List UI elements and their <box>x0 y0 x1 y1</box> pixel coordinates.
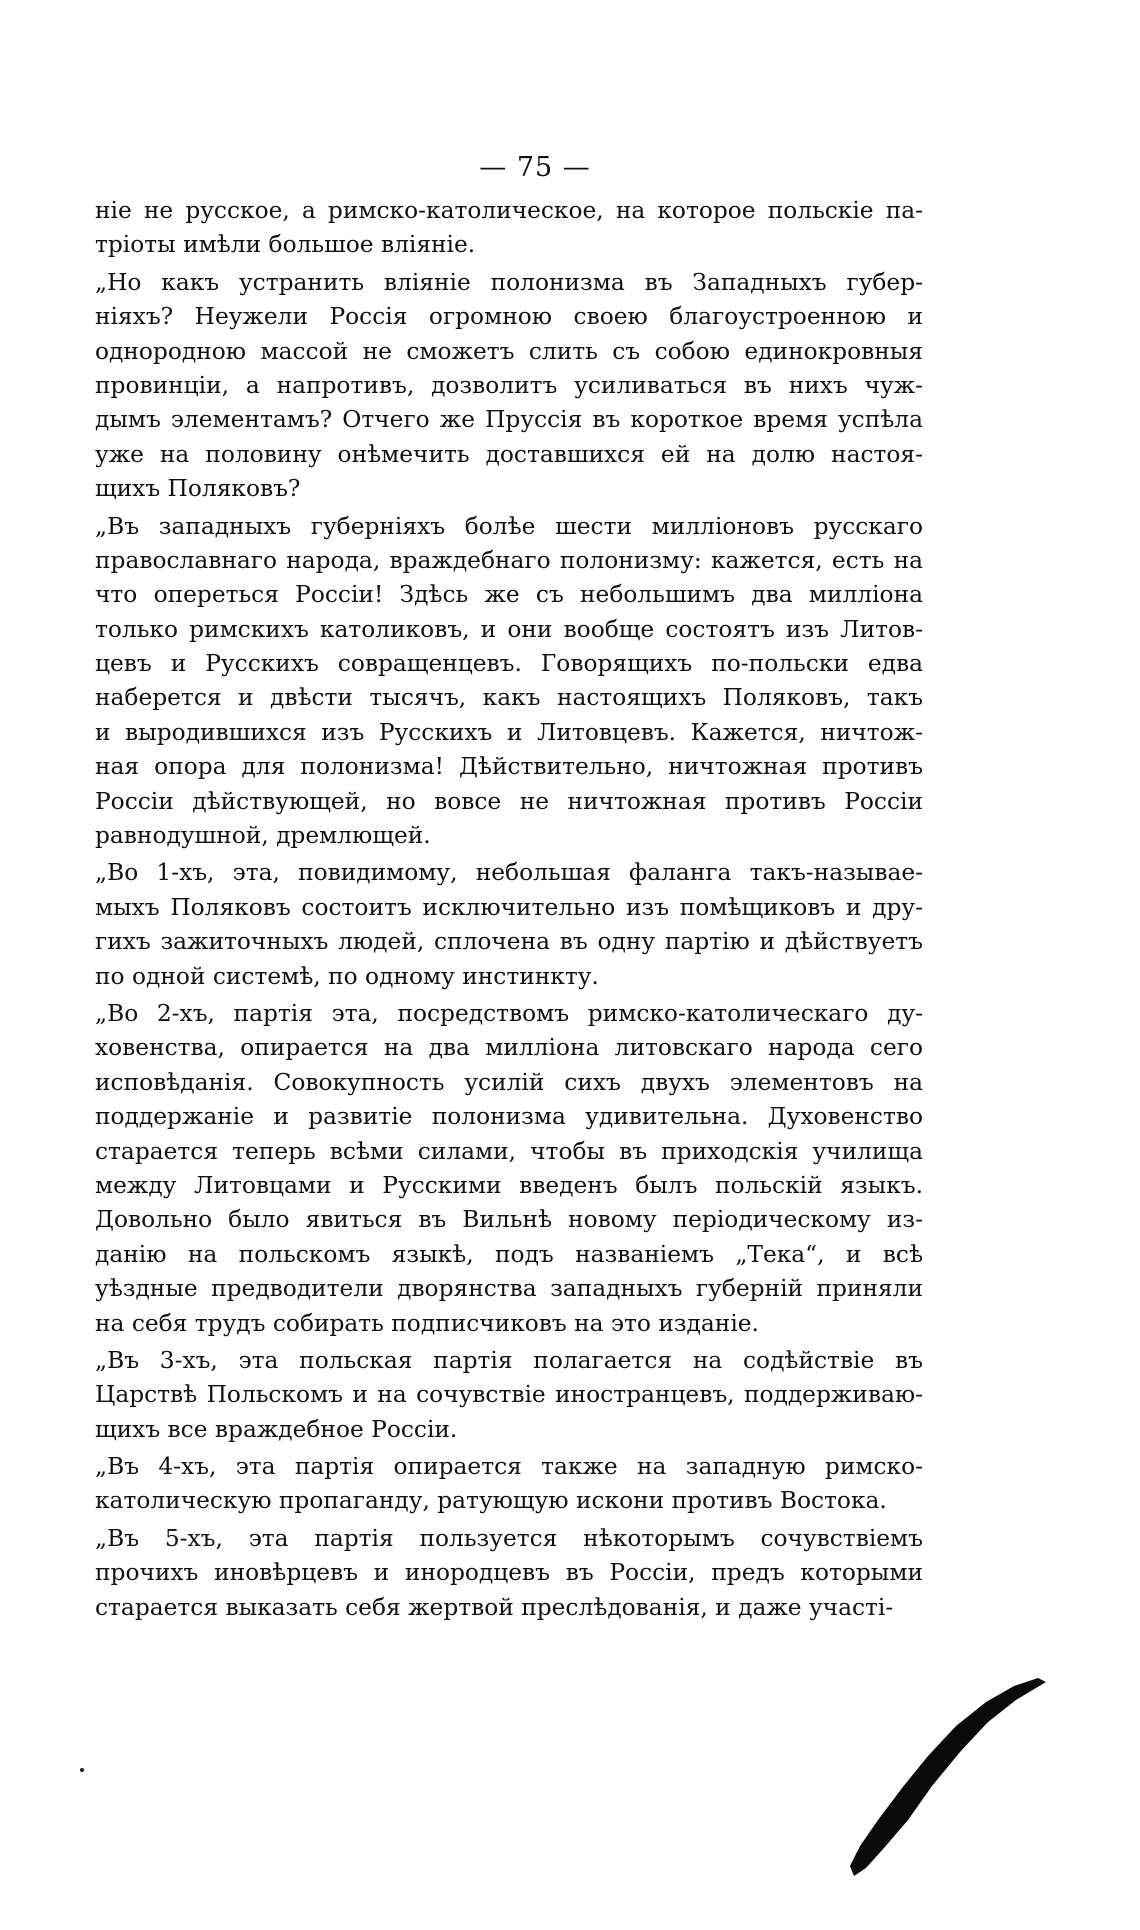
text-line: провинціи, а напротивъ, дозволитъ усиливаться въ нихъ чуж- <box>95 371 923 399</box>
paragraph <box>95 1450 923 1519</box>
paragraph <box>95 856 923 994</box>
paragraph <box>95 997 923 1341</box>
text-line: и выродившихся изъ Русскихъ и Литовцевъ. Кажется, ничтож- <box>95 718 923 746</box>
text-line: „Въ 4-хъ, эта партія опирается также на западную римско- <box>95 1453 923 1481</box>
paragraph <box>95 194 923 263</box>
text-line: Довольно было явиться въ Вильнѣ новому періодическому из- <box>95 1206 923 1234</box>
text-line: уѣздные предводители дворянства западныхъ губерній приняли <box>95 1275 923 1303</box>
ink-speck <box>80 1768 84 1772</box>
text-line: только римскихъ католиковъ, и они вообще состоятъ изъ Литов- <box>95 615 923 643</box>
text-line: на себя трудъ собирать подписчиковъ на это изданіе. <box>95 1309 759 1337</box>
text-line: ховенства, опирается на два милліона литовскаго народа сего <box>95 1034 923 1062</box>
text-line: ніе не русское, а римско-католическое, на которое польскіе па- <box>95 197 923 224</box>
text-line: православнаго народа, враждебнаго полонизму: кажется, есть на <box>95 546 923 574</box>
text-line: дымъ элементамъ? Отчего же Пруссія въ короткое время успѣла <box>95 406 923 434</box>
text-line: щихъ все враждебное Россіи. <box>95 1415 458 1443</box>
text-line: ніяхъ? Неужели Россія огромною своею благоустроенною и <box>95 303 923 331</box>
text-line: „Но какъ устранить вліяніе полонизма въ Западныхъ губер- <box>95 268 923 296</box>
text-line: „Въ 3-хъ, эта польская партія полагается на содѣйствіе въ <box>95 1346 923 1374</box>
ink-stroke-mark <box>820 1670 1050 1880</box>
text-line: Царствѣ Польскомъ и на сочувствіе иностранцевъ, поддерживаю- <box>95 1381 923 1409</box>
text-line: католическую пропаганду, ратующую искони противъ Востока. <box>95 1487 887 1515</box>
text-line: прочихъ иновѣрцевъ и инородцевъ въ Россіи, предъ которыми <box>95 1559 923 1587</box>
text-line: старается выказать себя жертвой преслѣдованія, и даже участі- <box>95 1593 894 1621</box>
text-line: Россіи дѣйствующей, но вовсе не ничтожная противъ Россіи <box>95 787 923 815</box>
text-line: „Въ 5-хъ, эта партія пользуется нѣкоторымъ сочувствіемъ <box>95 1524 923 1552</box>
text-line: уже на половину онѣмечить доставшихся ей на долю настоя- <box>95 440 923 468</box>
page-number: — 75 — <box>479 152 591 183</box>
text-line: однородною массой не сможетъ слить съ собою единокровныя <box>95 337 923 365</box>
text-line: тріоты имѣли большое вліяніе. <box>95 231 476 259</box>
text-line: старается теперь всѣми силами, чтобы въ приходскія училища <box>95 1137 923 1165</box>
text-line: равнодушной, дремлющей. <box>95 822 431 850</box>
text-line: исповѣданія. Совокупность усилій сихъ двухъ элементовъ на <box>95 1068 923 1096</box>
paragraph <box>95 510 923 854</box>
text-line: что опереться Россіи! Здѣсь же съ небольшимъ два милліона <box>95 581 923 609</box>
text-line: цевъ и Русскихъ совращенцевъ. Говорящихъ по-польски едва <box>95 650 923 678</box>
text-line: гихъ зажиточныхъ людей, сплочена въ одну партію и дѣйствуетъ <box>95 928 923 956</box>
text-line: „Во 1-хъ, эта, повидимому, небольшая фаланга такъ-называе- <box>95 859 923 887</box>
text-line: ная опора для полонизма! Дѣйствительно, ничтожная противъ <box>95 753 923 781</box>
text-line: „Въ западныхъ губерніяхъ болѣе шести милліоновъ русскаго <box>95 512 923 540</box>
paragraph <box>95 1522 923 1625</box>
paragraph <box>95 1344 923 1447</box>
text-line: по одной системѣ, по одному инстинкту. <box>95 962 599 990</box>
text-line: наберется и двѣсти тысячъ, какъ настоящихъ Поляковъ, такъ <box>95 684 923 712</box>
text-line: между Литовцами и Русскими введенъ былъ польскій языкъ. <box>95 1171 923 1199</box>
text-line: мыхъ Поляковъ состоитъ исключительно изъ помѣщиковъ и дру- <box>95 893 923 921</box>
paragraph <box>95 266 923 507</box>
text-line: данію на польскомъ языкѣ, подъ названіемъ „Тека“, и всѣ <box>95 1240 923 1268</box>
text-line: щихъ Поляковъ? <box>95 475 301 503</box>
text-line: „Во 2-хъ, партія эта, посредствомъ римско-католическаго ду- <box>95 999 923 1027</box>
text-line: поддержаніе и развитіе полонизма удивительна. Духовенство <box>95 1103 923 1131</box>
body-text <box>95 194 923 1625</box>
